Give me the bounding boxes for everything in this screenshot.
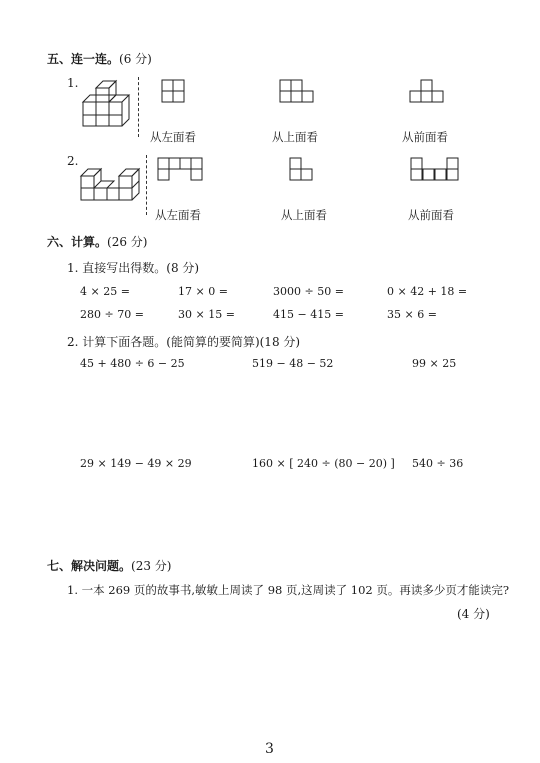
calc-item: 160 × [ 240 ÷ (80 − 20) ] — [252, 457, 395, 470]
page-number: 3 — [265, 741, 274, 757]
section6-points: (26 分) — [107, 235, 148, 249]
q1-label-left: 从左面看 — [150, 130, 196, 144]
section7-points: (23 分) — [131, 559, 172, 573]
q2-divider — [146, 155, 147, 215]
section5-q2-number: 2. — [67, 154, 79, 168]
direct-item: 3000 ÷ 50 = — [273, 285, 344, 298]
calc-item: 45 + 480 ÷ 6 − 25 — [80, 357, 185, 370]
section7-q1-points: (4 分) — [457, 607, 490, 621]
q2-label-left: 从左面看 — [155, 208, 201, 222]
section6-title: 六、计算。 — [47, 235, 108, 249]
section6-q2-title: 2. 计算下面各题。(能简算的要简算)(18 分) — [67, 335, 301, 349]
q2-label-front: 从前面看 — [408, 208, 454, 222]
section7-q1-text: 1. 一本 269 页的故事书,敏敏上周读了 98 页,这周读了 102 页。再读多少页才能读完? — [67, 583, 510, 597]
direct-item: 280 ÷ 70 = — [80, 308, 144, 321]
section6-q1-title: 1. 直接写出得数。(8 分) — [67, 261, 200, 275]
q1-divider — [138, 77, 139, 137]
calc-item: 29 × 149 − 49 × 29 — [80, 457, 192, 470]
direct-item: 35 × 6 = — [387, 308, 437, 321]
q2-label-top: 从上面看 — [281, 208, 327, 222]
section5-title: 五、连一连。 — [47, 52, 120, 66]
q1-label-front: 从前面看 — [402, 130, 448, 144]
direct-item: 415 − 415 = — [273, 308, 344, 321]
section6-heading — [47, 233, 147, 250]
direct-item: 4 × 25 = — [80, 285, 130, 298]
section7-heading — [47, 557, 171, 574]
q2-view-option-c — [0, 0, 1, 1]
calc-item: 540 ÷ 36 — [412, 457, 464, 470]
q1-label-top: 从上面看 — [272, 130, 318, 144]
direct-item: 30 × 15 = — [178, 308, 235, 321]
calc-item: 519 − 48 − 52 — [252, 357, 334, 370]
direct-item: 17 × 0 = — [178, 285, 228, 298]
section5-heading — [47, 50, 152, 67]
direct-item: 0 × 42 + 18 = — [387, 285, 468, 298]
section5-points: (6 分) — [119, 52, 152, 66]
section7-title: 七、解决问题。 — [47, 559, 132, 573]
calc-item: 99 × 25 — [412, 357, 457, 370]
section5-q1-number: 1. — [67, 76, 79, 90]
